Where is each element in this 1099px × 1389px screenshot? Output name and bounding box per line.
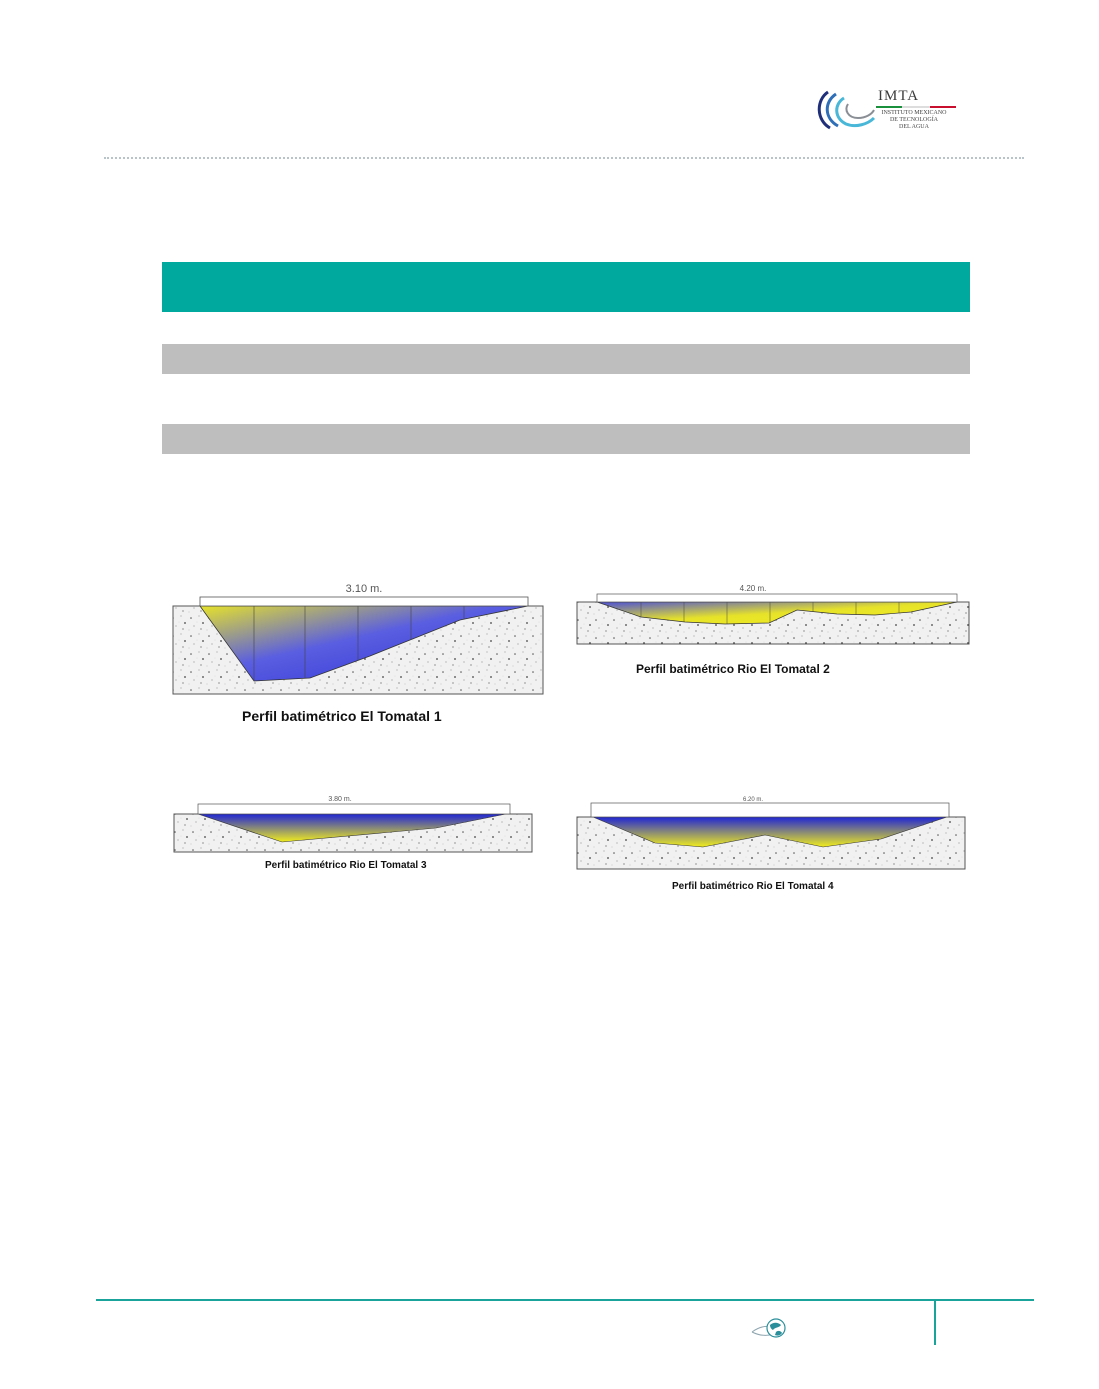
footer-page-divider xyxy=(934,1301,936,1345)
logo-subtitle-2: DE TECNOLOGÍA xyxy=(889,117,939,123)
section-banner xyxy=(162,262,970,312)
footer-rule xyxy=(96,1299,1034,1301)
profile-width-label: 3.10 m. xyxy=(345,583,383,595)
logo-title: IMTA xyxy=(878,88,920,104)
header-dotted-rule xyxy=(104,157,1024,159)
grey-heading-bar-1 xyxy=(162,344,970,374)
imta-swirl-icon xyxy=(814,86,876,136)
profile-caption-1: Perfil batimétrico El Tomatal 1 xyxy=(242,708,442,724)
logo-subtitle-3: DEL AGUA xyxy=(899,124,929,130)
profile-caption-4: Perfil batimétrico Rio El Tomatal 4 xyxy=(672,881,834,892)
profile-caption-2: Perfil batimétrico Rio El Tomatal 2 xyxy=(636,662,830,676)
profile-caption-3: Perfil batimétrico Rio El Tomatal 3 xyxy=(265,860,427,871)
logo-subtitle-1: INSTITUTO MEXICANO xyxy=(881,110,947,116)
globe-leaf-icon xyxy=(750,1316,788,1340)
profile-width-label: 6.20 m. xyxy=(742,797,764,803)
bathymetric-profile-3 xyxy=(172,792,534,854)
bathymetric-profile-1 xyxy=(170,578,546,698)
logo-flag-stripe xyxy=(876,106,956,108)
bathymetric-profile-4 xyxy=(575,795,967,871)
bathymetric-profile-2 xyxy=(575,580,971,646)
grey-heading-bar-2 xyxy=(162,424,970,454)
imta-logo xyxy=(814,86,964,138)
profile-width-label: 4.20 m. xyxy=(739,584,767,593)
profile-width-label: 3.80 m. xyxy=(328,796,352,803)
